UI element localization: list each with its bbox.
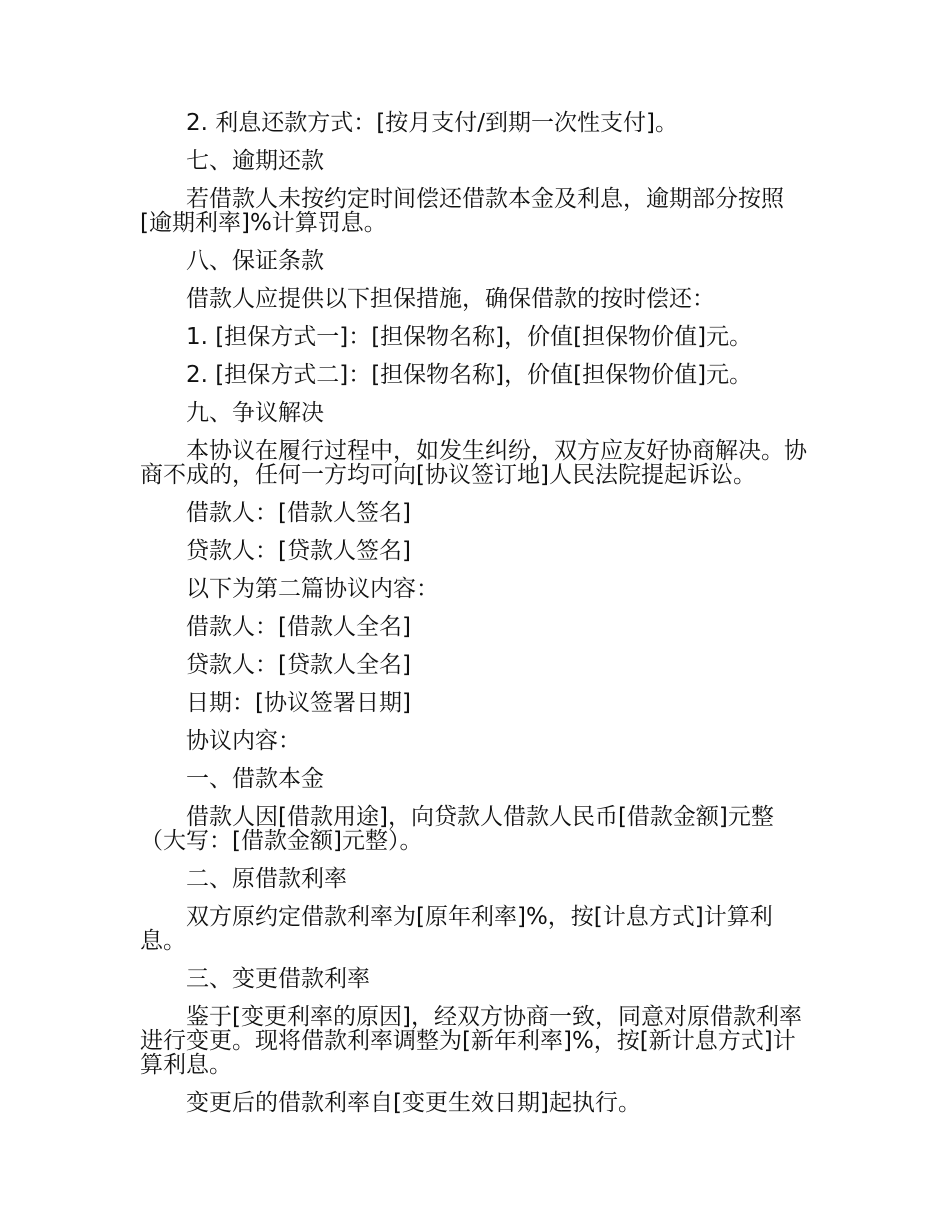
rate-effective-date-line: 变更后的借款利率自[变更生效日期]起执行。 [186,1090,641,1116]
section-heading-original-rate: 二、原借款利率 [186,866,347,892]
date-line: 日期：[协议签署日期] [186,690,411,716]
lender-name-line: 贷款人：[贷款人全名] [186,652,411,678]
section-heading-overdue-repayment: 七、逾期还款 [186,148,324,174]
borrower-signature-line: 借款人：[借款人签名] [186,500,411,526]
section-heading-rate-change: 三、变更借款利率 [186,966,370,992]
borrower-name-line: 借款人：[借款人全名] [186,614,411,640]
agreement-content-label: 协议内容： [186,728,301,754]
guarantee-item-2: 2. [担保方式二]：[担保物名称]，价值[担保物价值]元。 [186,362,753,388]
document-page [140,104,810,1122]
overdue-repayment-clause: 若借款人未按约定时间偿还借款本金及利息，逾期部分按照[逾期利率]%计算罚息。 [140,186,784,236]
section-heading-dispute: 九、争议解决 [186,400,324,426]
interest-repayment-method: 2. 利息还款方式：[按月支付/到期一次性支付]。 [186,110,678,136]
section-heading-guarantee: 八、保证条款 [186,248,324,274]
original-rate-clause: 双方原约定借款利率为[原年利率]%，按[计息方式]计算利息。 [140,904,773,954]
second-agreement-intro: 以下为第二篇协议内容： [186,576,439,602]
guarantee-item-1: 1. [担保方式一]：[担保物名称]，价值[担保物价值]元。 [186,324,753,350]
dispute-clause: 本协议在履行过程中，如发生纠纷，双方应友好协商解决。协商不成的，任何一方均可向[协议签订地]人民法院提起诉讼。 [140,438,807,488]
guarantee-intro: 借款人应提供以下担保措施，确保借款的按时偿还： [186,286,715,312]
rate-change-clause: 鉴于[变更利率的原因]，经双方协商一致，同意对原借款利率进行变更。现将借款利率调整为[新年利率]%，按[新计息方式]计算利息。 [140,1004,802,1078]
lender-signature-line: 贷款人：[贷款人签名] [186,538,411,564]
principal-clause: 借款人因[借款用途]，向贷款人借款人民币[借款金额]元整（大写：[借款金额]元整）。 [140,804,774,854]
section-heading-principal: 一、借款本金 [186,766,324,792]
